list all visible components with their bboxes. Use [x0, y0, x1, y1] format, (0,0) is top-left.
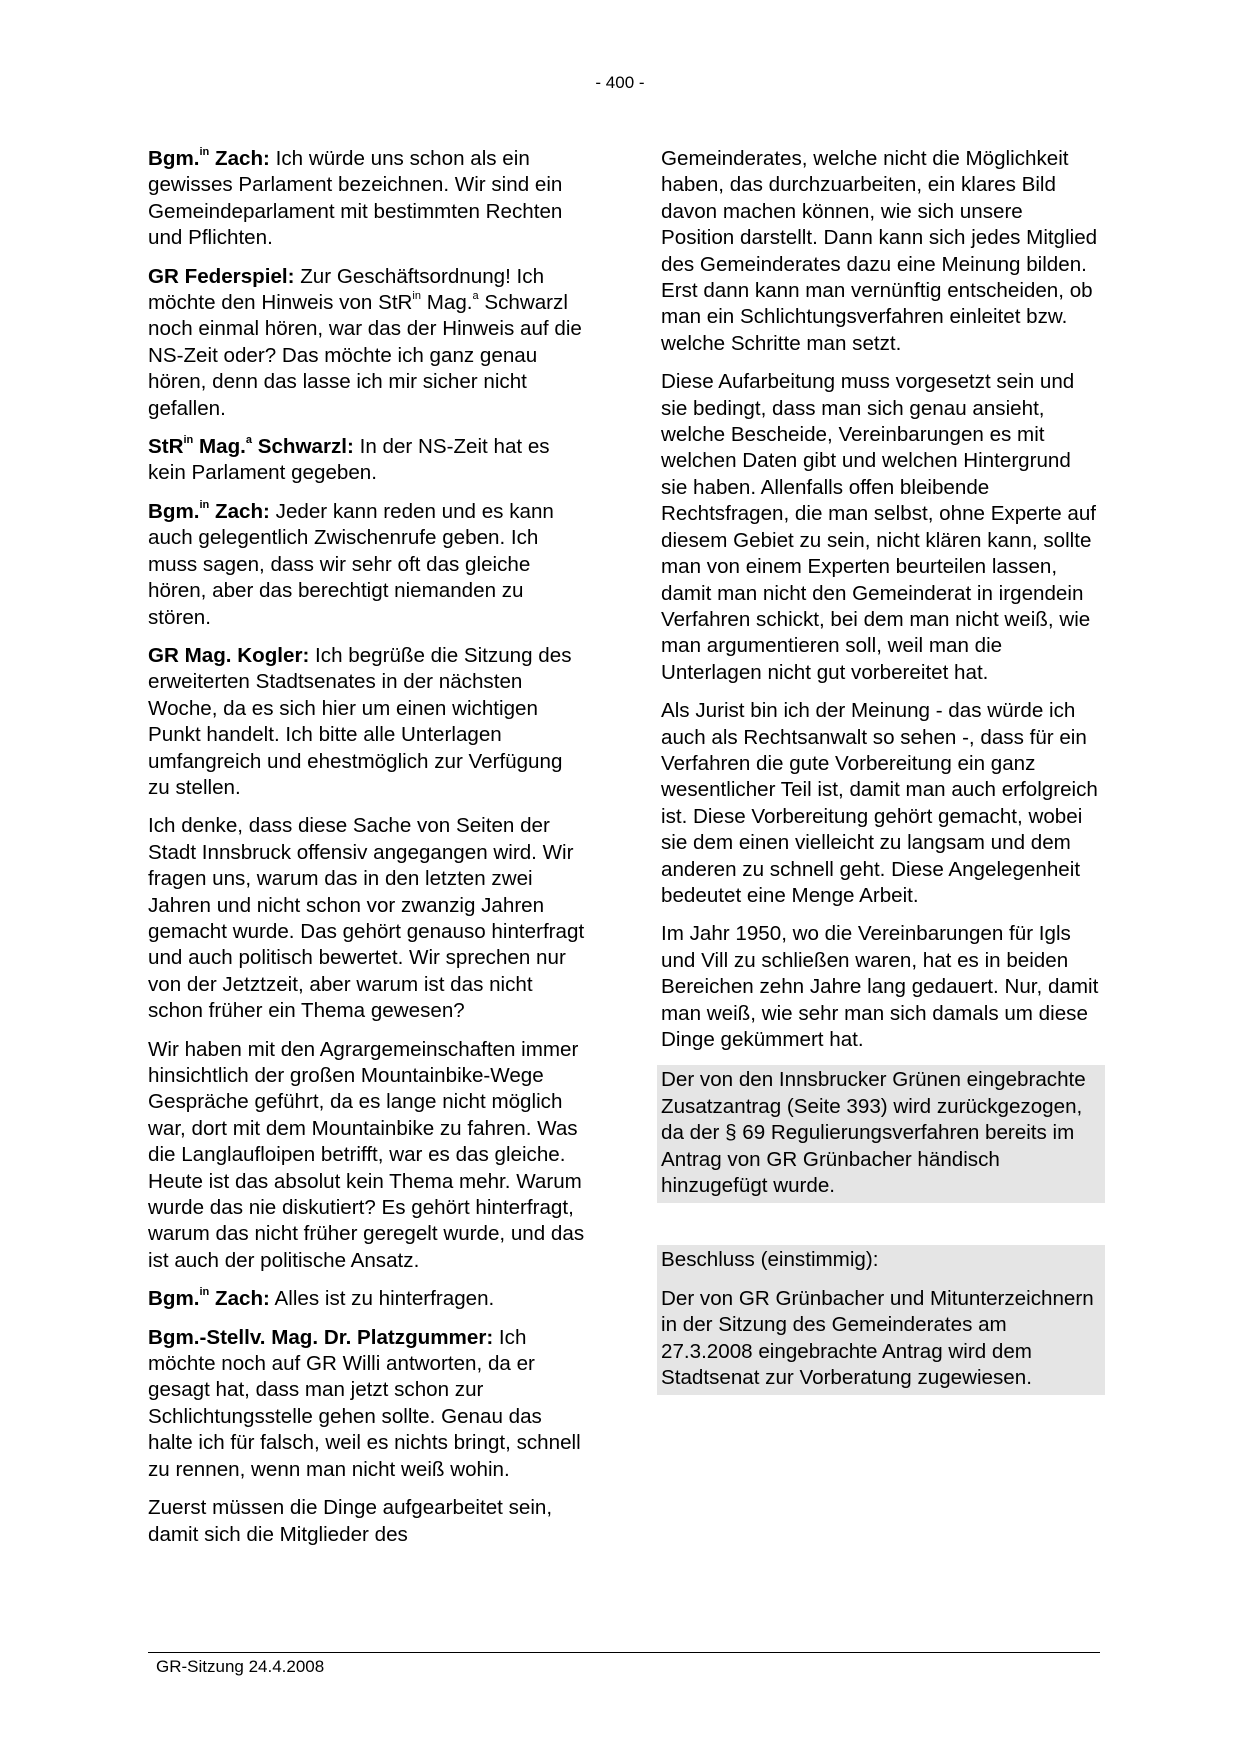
paragraph: Bgm.$^{in}$ Zach: Ich würde uns schon als ein gewisses Parlament bezeichnen. Wir sind ein Gemeindeparlament mit bestimmten Rechten und Pflichten.	[148, 146, 563, 250]
paragraph: StR$^{in}$ Mag.$^a$ Schwarzl: In der NS-Zeit hat es kein Parlament gegeben.	[148, 434, 550, 485]
withdrawn-motion-notice: Der von den Innsbrucker Grünen eingebrachte Zusatzantrag (Seite 393) wird zurückgezogen, da der § 69 Regulierungsverfahren bereits im Antrag von GR Grünbacher händisch hinzugefügt wurde.	[657, 1065, 1105, 1203]
speaker-name: Bgm.$^{in}$ Zach:	[148, 499, 270, 523]
paragraph: Als Jurist bin ich der Meinung - das würde ich auch als Rechtsanwalt so sehen -, dass für ein Verfahren die gute Vorbereitung ein ganz wesentlicher Teil ist, damit man auch erfolgreich ist. Diese Vorbereitung gehört gemacht, wobei sie dem einen vielleicht zu langsam und dem anderen zu schnell geht. Diese Angelegenheit bedeutet eine Menge Arbeit.	[661, 699, 1098, 907]
paragraph: Zuerst müssen die Dinge aufgearbeitet sein, damit sich die Mitglieder des	[148, 1496, 553, 1546]
paragraph: GR Mag. Kogler: Ich begrüße die Sitzung des erweiterten Stadtsenates in der nächsten Woche, da es sich hier um einen wichtigen Punkt handelt. Ich bitte alle Unterlagen umfangreich und ehestmöglich zur Verfügung zu stellen.	[148, 643, 572, 799]
paragraph: Diese Aufarbeitung muss vorgesetzt sein und sie bedingt, dass man sich genau ansieht, welche Bescheide, Vereinbarungen es mit welchen Daten gibt und welchen Hintergrund sie haben. Allenfalls offen bleibende Rechtsfragen, die man selbst, ohne Experte auf diesem Gebiet zu sein, nicht klären kann, sollte man von einem Experten beurteilen lassen, damit man nicht den Gemeinderat in irgendein Verfahren schickt, bei dem man nicht weiß, wie man argumentieren soll, weil man die Unterlagen nicht gut vorbereitet hat.	[661, 370, 1097, 684]
footer-divider	[148, 1652, 1100, 1653]
paragraph: Bgm.-Stellv. Mag. Dr. Platzgummer: Ich möchte noch auf GR Willi antworten, da er gesagt hat, dass man jetzt schon zur Schlichtungsstelle gehen sollte. Genau das halte ich für falsch, weil es nichts bringt, schnell zu rennen, wenn man nicht weiß wohin.	[148, 1325, 581, 1481]
left-column	[148, 146, 588, 1560]
speaker-name: Bgm.$^{in}$ Zach:	[148, 1286, 270, 1311]
speaker-name: GR Federspiel:	[148, 264, 295, 288]
paragraph: Wir haben mit den Agrargemeinschaften immer hinsichtlich der großen Mountainbike-Wege Gespräche geführt, da es lange nicht möglich war, dort mit dem Mountainbike zu fahren. Was die Langlaufloipen betrifft, war es das gleiche. Heute ist das absolut kein Thema mehr. Warum wurde das nie diskutiert? Es gehört hinterfragt, warum das nicht früher geregelt wurde, und das ist auch der politische Ansatz.	[148, 1037, 585, 1272]
paragraph: Gemeinderates, welche nicht die Möglichkeit haben, das durchzuarbeiten, ein klares Bild davon machen können, wie sich unsere Position darstellt. Dann kann sich jedes Mitglied des Gemeinderates dazu eine Meinung bilden. Erst dann kann man vernünftig entscheiden, ob man ein Schlichtungsverfahren einleitet bzw. welche Schritte man setzt.	[661, 147, 1098, 355]
paragraph: Im Jahr 1950, wo die Vereinbarungen für Igls und Vill zu schließen waren, hat es in beiden Bereichen zehn Jahre lang gedauert. Nur, damit man weiß, wie sehr man sich damals um diese Dinge gekümmert hat.	[661, 922, 1099, 1051]
resolution-heading: Beschluss (einstimmig):	[661, 1248, 879, 1272]
footer-session-date: GR-Sitzung 24.4.2008	[156, 1657, 325, 1676]
right-column	[661, 146, 1101, 1395]
page-number: - 400 -	[595, 73, 645, 92]
speaker-name: Bgm.$^{in}$ Zach:	[148, 146, 270, 170]
speaker-name: Bgm.-Stellv. Mag. Dr. Platzgummer:	[148, 1325, 494, 1349]
resolution-box	[657, 1245, 1105, 1395]
paragraph: Bgm.$^{in}$ Zach: Alles ist zu hinterfragen.	[148, 1286, 495, 1311]
speaker-name: StR$^{in}$ Mag.$^a$ Schwarzl:	[148, 434, 354, 459]
paragraph: Bgm.$^{in}$ Zach: Jeder kann reden und es kann auch gelegentlich Zwischenrufe geben. Ich muss sagen, dass wir sehr oft das gleiche hören, aber das berechtigt niemanden zu stören.	[148, 499, 554, 629]
paragraph: Ich denke, dass diese Sache von Seiten der Stadt Innsbruck offensiv angegangen wird. Wir fragen uns, warum das in den letzten zwei Jahren und nicht schon vor zwanzig Jahren gemacht wurde. Das gehört genauso hinterfragt und auch politisch bewertet. Wir sprechen nur von der Jetztzeit, aber warum ist das nicht schon früher ein Thema gewesen?	[148, 814, 585, 1023]
speaker-name: GR Mag. Kogler:	[148, 643, 310, 667]
paragraph: GR Federspiel: Zur Geschäftsordnung! Ich möchte den Hinweis von StR$^{in}$ Mag.$^a$ Schwarzl noch einmal hören, war das der Hinweis auf die NS-Zeit oder? Das möchte ich ganz genau hören, denn das lasse ich mir sicher nicht gefallen.	[148, 264, 582, 420]
resolution-text: Der von GR Grünbacher und Mitunterzeichnern in der Sitzung des Gemeinderates am 27.3.2008 eingebrachte Antrag wird dem Stadtsenat zur Vorberatung zugewiesen.	[661, 1286, 1094, 1390]
